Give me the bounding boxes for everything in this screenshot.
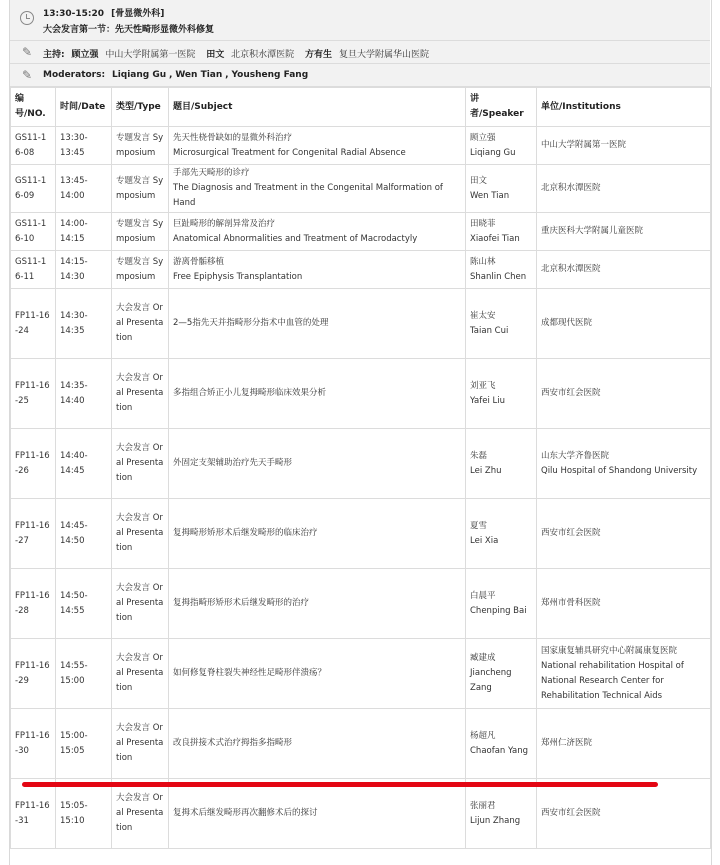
institution-cn: 山东大学齐鲁医院 [541,450,610,461]
subject-en: Anatomical Abnormalities and Treatment of Macrodactyly [173,233,418,244]
speaker-en: Jiancheng Zang [470,668,512,693]
row-subject [169,251,466,289]
session-time-line [43,6,164,19]
hosts-bar [10,41,710,64]
speaker-en: Wen Tian [470,190,510,201]
row-speaker [466,779,537,849]
row-subject [169,779,466,849]
speaker-en: Lei Xia [470,535,499,546]
row-institution [537,639,711,709]
session-header [10,0,710,41]
separator: , [169,70,173,80]
table-row [11,359,711,429]
table-row [11,289,711,359]
row-institution [537,213,711,251]
row-institution [537,165,711,213]
host-name: 方有生 [305,50,333,60]
table-row [11,779,711,849]
moderators-line [43,70,308,80]
speaker-cn: 白晨平 [470,590,496,601]
speaker-en: Chaofan Yang [470,745,529,756]
row-no: FP11-16-27 [11,499,56,569]
table-row [11,127,711,165]
subject-cn: 复拇术后继发畸形再次翻修术后的探讨 [173,808,318,818]
speaker-en: Xiaofei Tian [470,233,520,244]
row-subject [169,213,466,251]
highlight-line [22,782,658,787]
row-type: 专题发言 Symposium [112,251,169,289]
row-subject [169,639,466,709]
row-institution [537,709,711,779]
row-no: FP11-16-31 [11,779,56,849]
row-subject [169,709,466,779]
subject-cn: 如何修复脊柱裂失神经性足畸形伴溃疡？ [173,668,327,678]
row-time: 14:55-15:00 [56,639,112,709]
subject-cn: 复拇畸形矫形术后继发畸形的临床治疗 [173,528,318,538]
row-time: 14:45-14:50 [56,499,112,569]
row-no: FP11-16-30 [11,709,56,779]
institution-cn: 国家康复辅具研究中心附属康复医院 [541,645,678,656]
institution-cn: 成都现代医院 [541,318,593,328]
institution-cn: 西安市红会医院 [541,808,601,818]
table-row [11,213,711,251]
col-institution: 单位/Institutions [537,88,711,127]
subject-cn: 多指组合矫正小儿复拇畸形临床效果分析 [173,388,327,398]
row-subject [169,499,466,569]
table-row [11,499,711,569]
moderator-name: Yousheng Fang [231,70,309,80]
row-type: 大会发言 Oral Presentation [112,359,169,429]
row-subject [169,359,466,429]
col-date: 时间/Date [56,88,112,127]
host-name: 田文 [206,50,225,60]
row-time: 15:05-15:10 [56,779,112,849]
row-institution [537,359,711,429]
row-time: 13:30-13:45 [56,127,112,165]
table-row [11,429,711,499]
speaker-cn: 臧建成 [470,653,496,663]
row-type: 大会发言 Oral Presentation [112,569,169,639]
row-institution [537,569,711,639]
subject-en: Free Epiphysis Transplantation [173,271,303,282]
row-subject [169,127,466,165]
speaker-en: Lei Zhu [470,465,502,476]
separator: , [225,70,229,80]
speaker-cn: 刘亚飞 [470,380,496,391]
institution-cn: 北京积水潭医院 [541,264,601,274]
row-institution [537,429,711,499]
row-type: 大会发言 Oral Presentation [112,499,169,569]
subject-en: The Diagnosis and Treatment in the Congenital Malformation of Hand [173,183,443,208]
pin-icon: ✎ [22,68,33,82]
speaker-cn: 田文 [470,175,488,186]
row-institution [537,251,711,289]
clock-icon [20,11,34,25]
institution-cn: 西安市红会医院 [541,388,601,398]
row-no: FP11-16-28 [11,569,56,639]
row-institution [537,289,711,359]
row-speaker [466,251,537,289]
speaker-cn: 崔太安 [470,310,496,321]
subject-cn: 巨趾畸形的解剖异常及治疗 [173,218,276,229]
row-institution [537,127,711,165]
moderators-bar [10,64,710,87]
pin-icon: ✎ [22,45,33,59]
speaker-cn: 夏雪 [470,520,488,531]
table-row [11,165,711,213]
institution-cn: 中山大学附属第一医院 [541,140,627,150]
subject-cn: 复拇指畸形矫形术后继发畸形的治疗 [173,598,310,608]
speaker-cn: 朱磊 [470,450,488,461]
moderator-name: Wen Tian [175,70,223,80]
row-time: 13:45-14:00 [56,165,112,213]
institution-cn: 郑州市骨科医院 [541,598,601,608]
speaker-en: Yafei Liu [470,395,506,406]
col-speaker: 讲者/Speaker [466,88,537,127]
subject-en: Microsurgical Treatment for Congenital Radial Absence [173,147,406,158]
row-institution [537,779,711,849]
row-speaker [466,165,537,213]
row-speaker [466,709,537,779]
row-type: 大会发言 Oral Presentation [112,429,169,499]
hosts-line [43,47,429,60]
subject-cn: 外固定支架辅助治疗先天手畸形 [173,458,293,468]
row-institution [537,499,711,569]
moderators-label: Moderators: [43,70,106,80]
row-type: 大会发言 Oral Presentation [112,709,169,779]
row-time: 14:00-14:15 [56,213,112,251]
row-subject [169,289,466,359]
row-speaker [466,213,537,251]
institution-cn: 西安市红会医院 [541,528,601,538]
session-title: 大会发言第一节：先天性畸形显微外科修复 [43,25,215,35]
row-type: 专题发言 Symposium [112,127,169,165]
host-label: 主持: [43,50,65,60]
row-no: GS11-16-09 [11,165,56,213]
row-speaker [466,359,537,429]
subject-cn: 游离骨骺移植 [173,256,225,267]
row-time: 14:30-14:35 [56,289,112,359]
row-time: 15:00-15:05 [56,709,112,779]
row-no: GS11-16-08 [11,127,56,165]
row-type: 大会发言 Oral Presentation [112,779,169,849]
speaker-cn: 杨超凡 [470,730,496,741]
institution-cn: 重庆医科大学附属儿童医院 [541,226,644,236]
row-speaker [466,639,537,709]
row-time: 14:40-14:45 [56,429,112,499]
row-speaker [466,569,537,639]
subject-cn: 2—5指先天并指畸形分指术中血管的处理 [173,318,329,328]
row-type: 专题发言 Symposium [112,213,169,251]
speaker-cn: 田晓菲 [470,218,496,229]
speaker-en: Lijun Zhang [470,815,521,826]
row-type: 专题发言 Symposium [112,165,169,213]
host-org: 复旦大学附属华山医院 [338,50,429,60]
row-subject [169,569,466,639]
speaker-en: Liqiang Gu [470,147,516,158]
host-org: 中山大学附属第一医院 [105,50,196,60]
institution-cn: 北京积水潭医院 [541,183,601,193]
session-tag: [骨显微外科] [111,9,165,19]
row-no: GS11-16-10 [11,213,56,251]
row-no: FP11-16-26 [11,429,56,499]
speaker-cn: 顾立强 [470,132,496,143]
institution-cn: 郑州仁济医院 [541,738,593,748]
subject-cn: 先天性桡骨缺如的显微外科治疗 [173,132,293,143]
row-time: 14:35-14:40 [56,359,112,429]
row-speaker [466,499,537,569]
table-row [11,639,711,709]
row-no: FP11-16-25 [11,359,56,429]
session-time: 13:30-15:20 [43,9,105,19]
schedule-table [10,87,711,849]
table-row [11,709,711,779]
speaker-en: Shanlin Chen [470,271,527,282]
row-no: FP11-16-24 [11,289,56,359]
speaker-cn: 张丽君 [470,800,496,811]
row-no: GS11-16-11 [11,251,56,289]
institution-en: National rehabilitation Hospital of National Research Center for Rehabilitation Technical Aids [541,660,684,701]
speaker-en: Taian Cui [470,325,509,336]
subject-cn: 手部先天畸形的诊疗 [173,168,250,178]
row-speaker [466,289,537,359]
col-type: 类型/Type [112,88,169,127]
table-header-row [11,88,711,127]
row-speaker [466,127,537,165]
row-speaker [466,429,537,499]
host-org: 北京积水潭医院 [231,50,295,60]
speaker-en: Chenping Bai [470,605,527,616]
table-row [11,569,711,639]
speaker-cn: 陈山林 [470,256,496,267]
subject-cn: 改良拼接术式治疗拇指多指畸形 [173,738,293,748]
host-name: 顾立强 [71,50,99,60]
row-type: 大会发言 Oral Presentation [112,639,169,709]
table-row [11,251,711,289]
row-no: FP11-16-29 [11,639,56,709]
row-subject [169,429,466,499]
row-subject [169,165,466,213]
row-time: 14:50-14:55 [56,569,112,639]
col-subject: 题目/Subject [169,88,466,127]
institution-en: Qilu Hospital of Shandong University [541,465,698,476]
row-type: 大会发言 Oral Presentation [112,289,169,359]
moderator-name: Liqiang Gu [111,70,167,80]
row-time: 14:15-14:30 [56,251,112,289]
col-no: 编号/NO. [11,88,56,127]
